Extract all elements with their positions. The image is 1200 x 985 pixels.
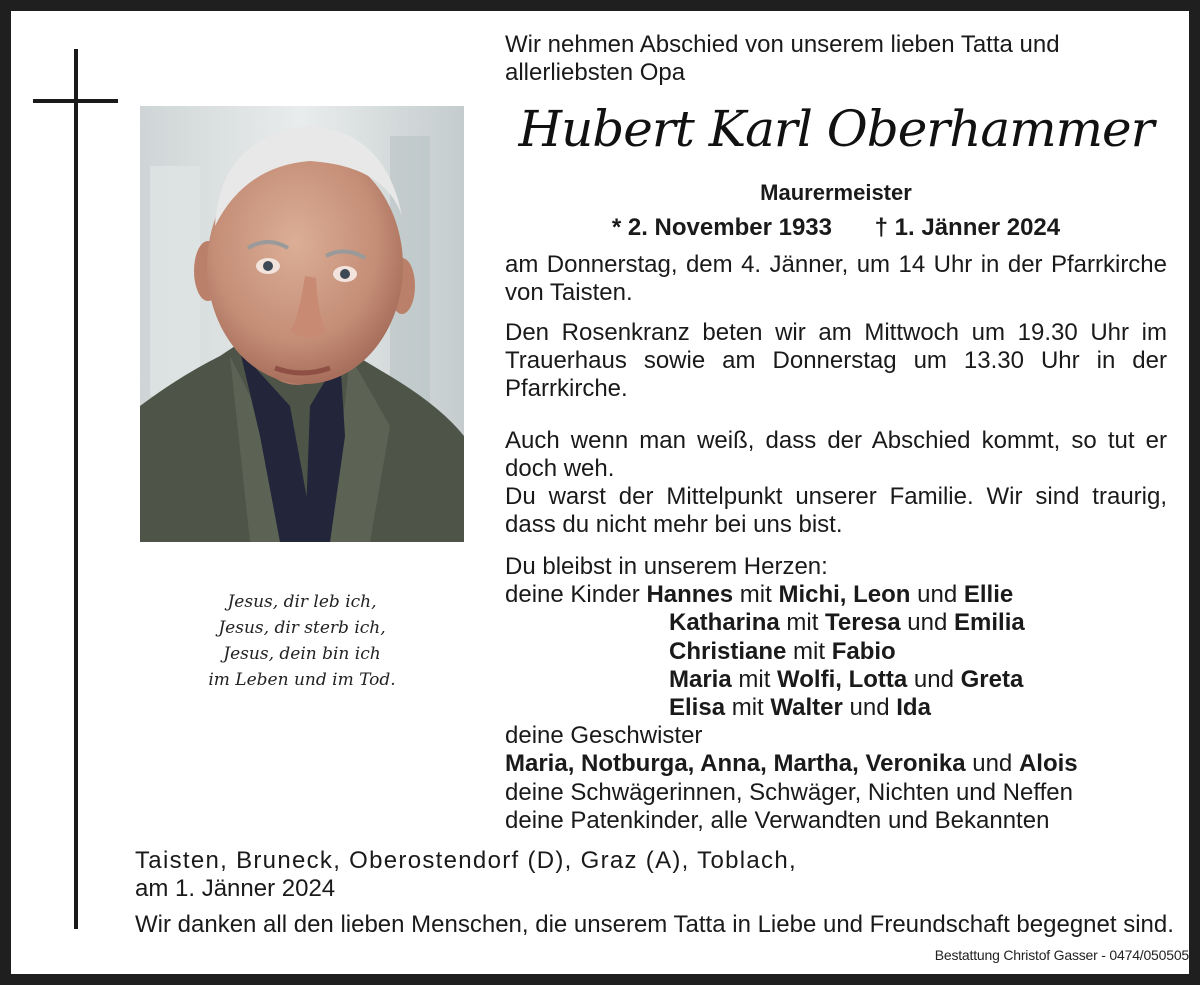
cross-horizontal-bar: [33, 99, 118, 103]
undertaker-credit: Bestattung Christof Gasser - 0474/050505: [934, 947, 1189, 963]
life-dates: [505, 213, 1167, 243]
rosary-info: Den Rosenkranz beten wir am Mittwoch um 19.30 Uhr im Trauerhaus sowie am Donnerstag um 13.30 Uhr in der Pfarrkirche.: [505, 319, 1167, 402]
siblings-list: Maria, Notburga, Anna, Martha, Veronika: [505, 750, 966, 778]
verse-line: Jesus, dein bin ich: [223, 644, 381, 664]
children-line: [505, 581, 1167, 609]
deceased-name: Hubert Karl Oberhammer: [518, 100, 1154, 158]
siblings-last: Alois: [1018, 750, 1078, 778]
verse-line: Jesus, dir leb ich,: [227, 592, 377, 612]
portrait-illustration: [140, 106, 464, 542]
child-name: Elisa: [669, 694, 726, 722]
grandchild-names: Michi, Leon: [778, 581, 911, 609]
verse: [157, 589, 447, 693]
grandchild-names: Ida: [896, 694, 931, 722]
child-entry: Christiane mit Fabio: [669, 637, 896, 665]
verse-line: Jesus, dir sterb ich,: [218, 618, 386, 638]
family-intro: Du bleibst in unserem Herzen:: [505, 553, 828, 580]
child-name: Christiane: [669, 637, 787, 665]
profession: Maurermeister: [760, 180, 912, 205]
child-name: Maria: [669, 665, 732, 693]
siblings-and: und: [965, 750, 1019, 778]
child-entry: Maria mit Wolfi, Lotta und Greta: [669, 665, 1024, 693]
death-date: † 1. Jänner 2024: [874, 214, 1061, 241]
godchildren-line: deine Patenkinder, alle Verwandten und Bekannten: [505, 806, 1050, 834]
places: Taisten, Bruneck, Oberostendorf (D), Graz (A), Toblach,: [135, 847, 797, 874]
child-name: Katharina: [669, 609, 780, 637]
quote-paragraph: Du warst der Mittelpunkt unserer Familie. Wir sind traurig, dass du nicht mehr bei uns bist.: [505, 483, 1167, 538]
child-entry: Elisa mit Walter und Ida: [669, 694, 931, 722]
notice-date: am 1. Jänner 2024: [135, 875, 336, 902]
child-entry: Katharina mit Teresa und Emilia: [669, 609, 1025, 637]
places-and-date: [135, 847, 1035, 903]
birth-date: * 2. November 1933: [611, 214, 832, 241]
children-label: deine Kinder: [505, 581, 640, 609]
child-name: Hannes: [646, 581, 734, 609]
portrait-photo: [140, 106, 464, 542]
quote: [505, 427, 1167, 539]
grandchild-names: Greta: [960, 665, 1024, 693]
family-list: [505, 553, 1167, 835]
siblings-names: [505, 750, 1167, 778]
inlaws-line: deine Schwägerinnen, Schwäger, Nichten und Neffen: [505, 778, 1073, 806]
grandchild-names: Wolfi, Lotta: [777, 665, 908, 693]
grandchild-names: Emilia: [954, 609, 1025, 637]
thanks-text: Wir danken all den lieben Menschen, die unserem Tatta in Liebe und Freundschaft begegnet sind.: [135, 911, 1174, 938]
cross-vertical-bar: [74, 49, 78, 929]
grandchild-names: Ellie: [963, 581, 1014, 609]
grandchild-names: Walter: [770, 694, 843, 722]
child-entry: Hannes mit Michi, Leon und Ellie: [646, 581, 1014, 609]
intro-text: Wir nehmen Abschied von unserem lieben Tatta und allerliebsten Opa: [505, 31, 1060, 86]
grandchild-names: Teresa: [825, 609, 901, 637]
siblings-label: deine Geschwister: [505, 722, 703, 750]
verse-line: im Leben und im Tod.: [208, 670, 396, 690]
quote-paragraph: Auch wenn man weiß, dass der Abschied kommt, so tut er doch weh.: [505, 427, 1167, 482]
grandchild-names: Fabio: [831, 637, 896, 665]
funeral-info: am Donnerstag, dem 4. Jänner, um 14 Uhr in der Pfarrkirche von Taisten.: [505, 251, 1167, 306]
